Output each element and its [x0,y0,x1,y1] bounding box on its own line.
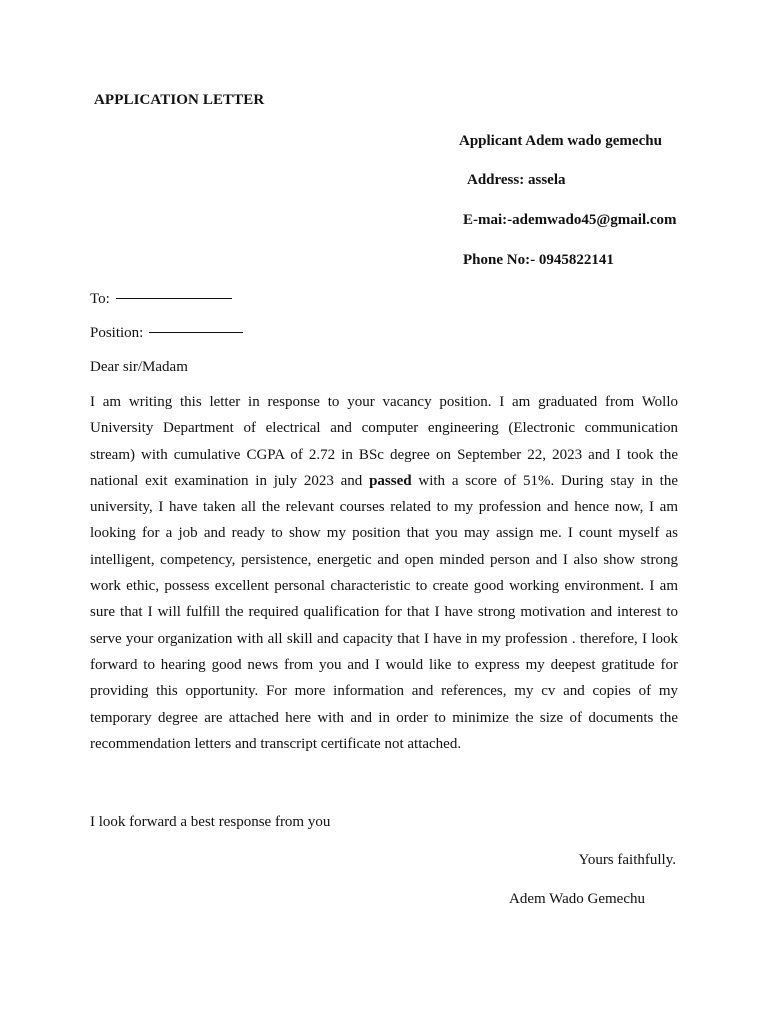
position-blank-line [149,332,243,333]
body-text-bold: passed [369,472,412,489]
applicant-phone: Phone No:- 0945822141 [463,252,614,268]
closing-line: I look forward a best response from you [90,814,331,830]
applicant-address: Address: assela [467,172,566,188]
position-label: Position: [90,325,144,341]
letter-body [90,389,678,757]
signature-name: Adem Wado Gemechu [509,891,645,907]
position-field [90,325,243,342]
applicant-name: Applicant Adem wado gemechu [459,133,662,149]
letter-title: APPLICATION LETTER [94,92,265,108]
applicant-email: E-mai:-ademwado45@gmail.com [463,212,677,228]
to-field [90,291,232,308]
body-text-part-1: I am writing this letter in response to your vacancy position. I am graduated from Wollo University Department of electrical and computer engineering (Electronic communication stream) with cumulative CGPA of 2.72 in BSc degree on September 22, 2023 and I took the national exit examination in july 2023 and [90,394,678,489]
to-label: To: [90,291,110,307]
body-text-part-2: with a score of 51%. During stay in the university, I have taken all the relevant courses related to my profession and hence now, I am looking for a job and ready to show my position that you may assign me. I count myself as intelligent, competency, persistence, energetic and open minded person and I also show strong work ethic, possess excellent personal characteristic to create good working environment. I am sure that I will fulfill the required qualification for that I have strong motivation and interest to serve your organization with all skill and capacity that I have in my profession . therefore, I look forward to hearing good news from you and I would like to express my deepest gratitude for providing this opportunity. For more information and references, my cv and copies of my temporary degree are attached here with and in order to minimize the size of documents the recommendation letters and transcript certificate not attached. [90,472,678,752]
sign-off: Yours faithfully. [578,852,676,868]
to-blank-line [116,298,232,299]
salutation: Dear sir/Madam [90,359,188,375]
